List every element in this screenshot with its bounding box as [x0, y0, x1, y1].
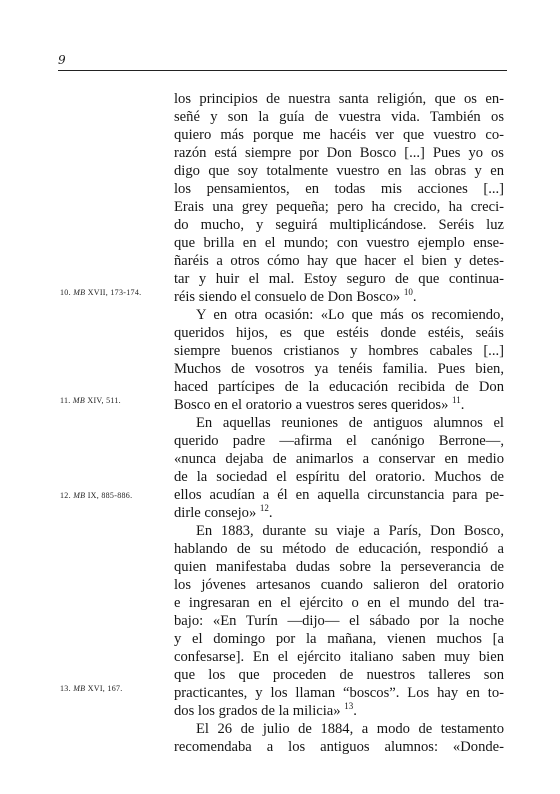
footnote-volume: IX, 885-886. — [87, 491, 133, 500]
text-line: En aquellas reuniones de antiguos alumnos el — [196, 415, 504, 431]
footnote-number: 12. — [60, 491, 71, 500]
text-line: quiero más porque me hacéis ver que vuestro co- — [174, 127, 504, 143]
text-line: dirle consejo» $^{12}$. — [174, 503, 273, 521]
text-line: querido padre —afirma el canónigo Berrone—, — [174, 433, 504, 449]
text-line: digo que soy totalmente vuestro en las obras y en — [174, 163, 504, 179]
text-line: do mucho, y seguirá multiplicándose. Seréis luz — [174, 217, 504, 233]
text-line: dos los grados de la milicia» $^{13}$. — [174, 701, 357, 719]
text-line: los pensamientos, en todas mis acciones [...] — [174, 181, 504, 197]
footnote-volume: XVII, 173-174. — [87, 288, 142, 297]
text-line: Y en otra ocasión: «Lo que más os recomiendo, — [196, 307, 504, 323]
text-line: hablando de su método de educación, respondió a — [174, 541, 504, 557]
body-text — [174, 90, 504, 756]
footnote-reference: 12 — [259, 503, 269, 514]
text-line: ellos acudían a él en aquella circunstancia para pe- — [174, 487, 504, 503]
text-line: e ingresaran en el ejército o en el mundo del tra- — [174, 595, 504, 611]
text-line: queridos hijos, es que estéis donde estéis, seáis — [174, 325, 504, 341]
footnote-source: MB — [73, 684, 86, 693]
text-line: señé y son la guía de vuestra vida. También os — [174, 109, 504, 125]
text-line: confesarse]. En el ejército italiano saben muy bien — [174, 649, 504, 665]
text-line: «nunca dejaba de animarlos a conservar en medio — [174, 451, 504, 467]
text-line: réis siendo el consuelo de Don Bosco» $^{10}$. — [174, 287, 417, 305]
footnote-source: MB — [73, 491, 86, 500]
text-line: Muchos de vosotros ya tenéis familia. Pues bien, — [174, 361, 504, 377]
text-line: Erais una grey pequeña; pero ha crecido, ha creci- — [174, 199, 504, 215]
footnote-13 — [60, 684, 123, 693]
text-line: razón está siempre por Don Bosco [...] Pues yo os — [174, 145, 504, 161]
text-line: haced partícipes de la educación recibida de Don — [174, 379, 504, 395]
footnote-12 — [60, 491, 132, 500]
text-line: y el domingo por la mañana, vienen muchos [a — [174, 631, 504, 647]
text-line: El 26 de julio de 1884, a modo de testamento — [196, 721, 504, 737]
header-rule — [58, 70, 507, 71]
text-line: recomendaba a los antiguos alumnos: «Donde- — [174, 739, 504, 755]
text-line: Bosco en el oratorio a vuestros seres queridos» $^{11}$. — [174, 395, 465, 413]
text-line: que brilla en el mundo; con vuestro ejemplo ense- — [174, 235, 504, 251]
footnote-volume: XIV, 511. — [87, 396, 121, 405]
footnote-source: MB — [73, 288, 86, 297]
text-line: tar y huir el mal. Estoy seguro de que continua- — [174, 271, 504, 287]
footnote-volume: XVI, 167. — [87, 684, 123, 693]
text-line: ñaréis a otros cómo hay que hacer el bien y detes- — [174, 253, 504, 269]
text-line: siempre buenos cristianos y hombres cabales [...] — [174, 343, 504, 359]
footnote-reference: 13 — [344, 701, 354, 712]
text-line: quien manifestaba dudas sobre la perseverancia de — [174, 559, 504, 575]
text-line: los jóvenes artesanos cuando salieron del oratorio — [174, 577, 504, 593]
text-line: bajo: «En Turín —dijo— el sábado por la noche — [174, 613, 504, 629]
footnote-number: 10. — [60, 288, 71, 297]
footnote-11 — [60, 396, 121, 405]
footnote-number: 13. — [60, 684, 71, 693]
text-line: los principios de nuestra santa religión, que os en- — [174, 91, 504, 107]
page-number: 9 — [58, 53, 66, 67]
text-line: En 1883, durante su viaje a París, Don Bosco, — [196, 523, 504, 539]
text-line: practicantes, y los llaman “boscos”. Los hay en to- — [174, 685, 504, 701]
footnote-source: MB — [72, 396, 86, 405]
footnote-reference: 10 — [403, 287, 413, 298]
footnote-10 — [60, 288, 141, 297]
text-line: de la sociedad el espíritu del oratorio. Muchos de — [174, 469, 504, 485]
footnote-number: 11. — [60, 396, 71, 405]
text-line: que los que proceden de nuestros talleres son — [174, 667, 504, 683]
footnote-reference: 11 — [452, 395, 461, 406]
